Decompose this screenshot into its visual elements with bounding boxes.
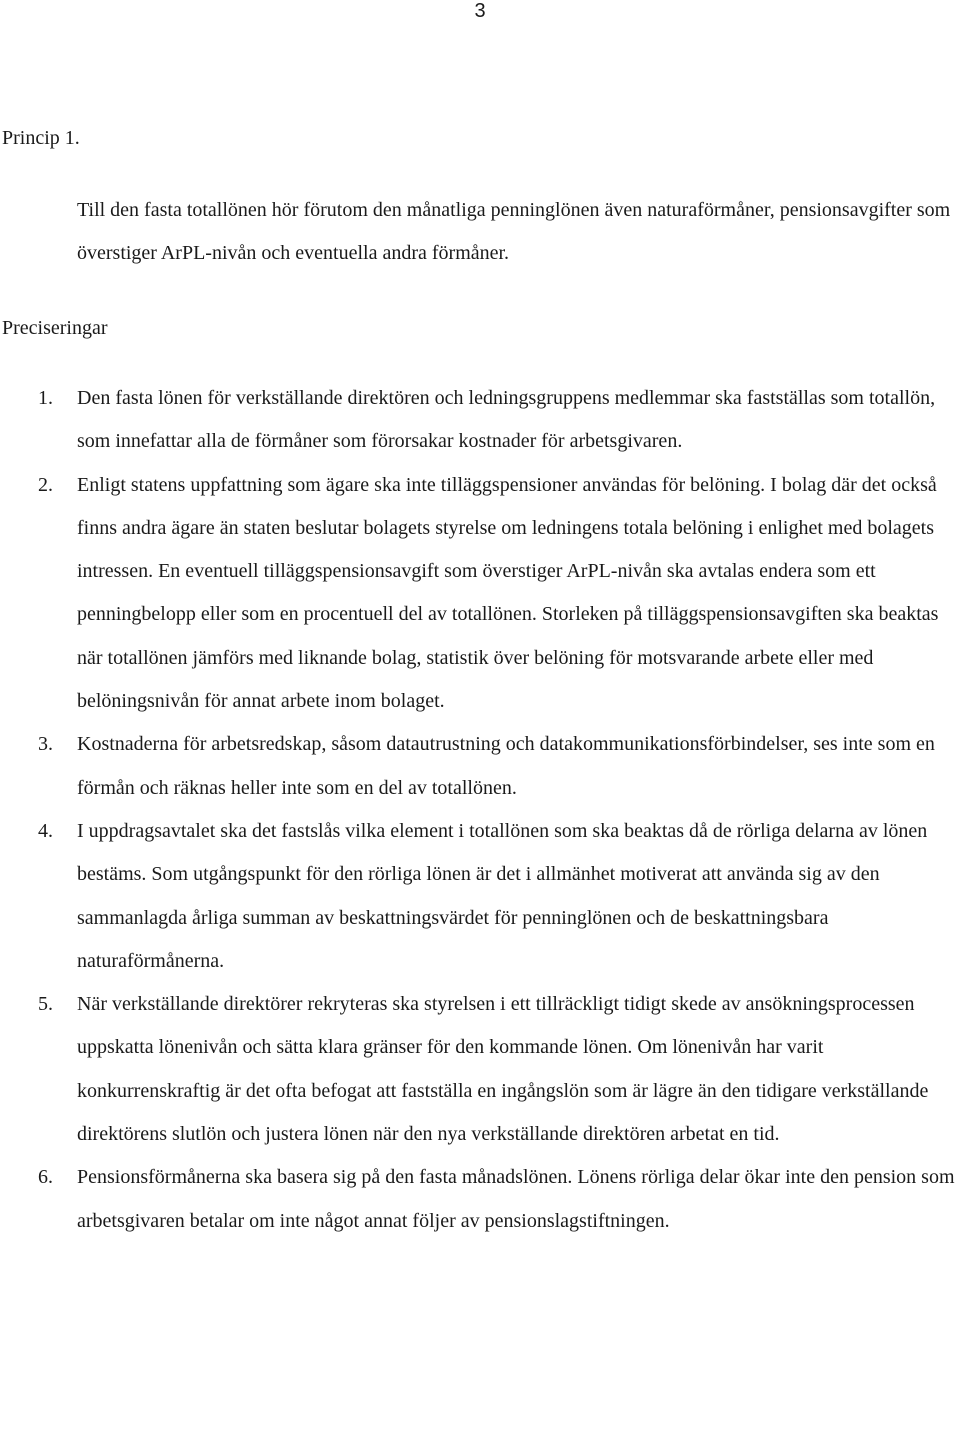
list-item-text: Den fasta lönen för verkställande direktören och ledningsgruppens medlemmar ska fastställas som totallön, som innefattar alla de förmåner som förorsakar kostnader för arbetsgivaren. bbox=[77, 387, 936, 453]
principle-text: Till den fasta totallönen hör förutom den månatliga penninglönen även naturaförmåner, pensionsavgifter som överstiger ArPL-nivån och eventuella andra förmåner. bbox=[77, 199, 951, 264]
list-item bbox=[0, 723, 960, 810]
list-item-number: 4. bbox=[38, 819, 53, 842]
page-number: 3 bbox=[474, 0, 486, 22]
list-item-number: 6. bbox=[38, 1166, 53, 1189]
list-item bbox=[0, 377, 960, 464]
list-item-text: Kostnaderna för arbetsredskap, såsom datautrustning och datakommunikationsförbindelser, ses inte som en förmån och räknas heller inte som en del av totallönen. bbox=[77, 733, 935, 799]
specifications-heading: Preciseringar bbox=[2, 317, 108, 339]
list-item bbox=[0, 464, 960, 724]
list-item-text: Enligt statens uppfattning som ägare ska inte tilläggspensioner användas för belöning. I bolag där det också finns andra ägare än staten beslutar bolagets styrelse om ledningens totala belöning i enlighet med bolagets intressen. En eventuell tilläggspensionsavgift som överstiger ArPL-nivån ska avtalas endera som ett penningbelopp eller som en procentuell del av totallönen. Storleken på tilläggspensionsavgiften ska beaktas när totallönen jämförs med liknande bolag, statistik över belöning för motsvarande arbete eller med belöningsnivån för annat arbete inom bolaget. bbox=[77, 473, 939, 713]
list-item-text: När verkställande direktörer rekryteras ska styrelsen i ett tillräckligt tidigt skede av ansökningsprocessen uppskatta lönenivån och sätta klara gränser för den kommande lönen. Om lönenivån har varit konkurrenskraftig är det ofta befogat att fastställa en ingångslön som är lägre än den tidigare verkställande direktörens slutlön och justera lönen när den nya verkställande direktören arbetat en tid. bbox=[77, 993, 929, 1146]
list-item bbox=[0, 1156, 960, 1243]
specifications-list bbox=[0, 377, 960, 1243]
list-item-number: 3. bbox=[38, 733, 53, 756]
principle-heading: Princip 1. bbox=[2, 127, 80, 149]
list-item-text: Pensionsförmånerna ska basera sig på den fasta månadslönen. Lönens rörliga delar ökar inte den pension som arbetsgivaren betalar om inte något annat följer av pensionslagstiftningen. bbox=[77, 1166, 955, 1232]
list-item-number: 2. bbox=[38, 473, 53, 496]
list-item-text: I uppdragsavtalet ska det fastslås vilka element i totallönen som ska beaktas då de rörliga delarna av lönen bestäms. Som utgångspunkt för den rörliga lönen är det i allmänhet motiverat att använda sig av den sammanlagda årliga summan av beskattningsvärdet för penninglönen och de beskattningsbara naturaförmånerna. bbox=[77, 819, 928, 972]
list-item bbox=[0, 810, 960, 983]
list-item-number: 1. bbox=[38, 387, 53, 409]
list-item-number: 5. bbox=[38, 993, 53, 1016]
list-item bbox=[0, 983, 960, 1156]
